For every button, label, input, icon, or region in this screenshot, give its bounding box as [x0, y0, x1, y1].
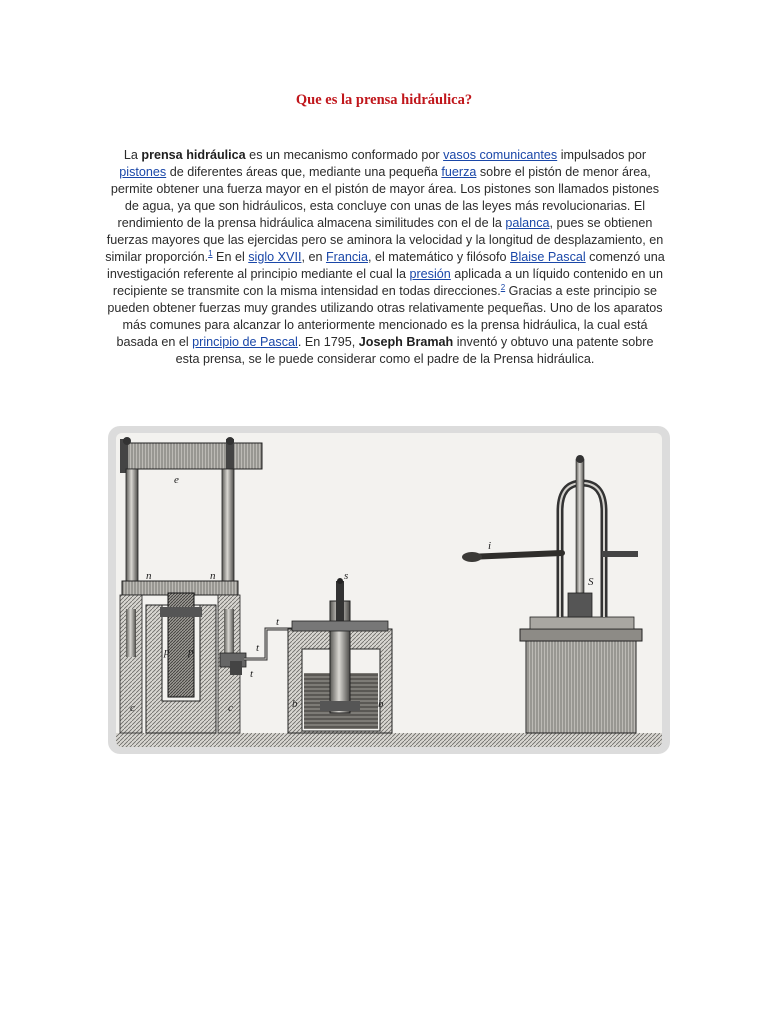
- link-principio-de-pascal[interactable]: principio de Pascal: [192, 335, 298, 349]
- figure-label-n: n: [146, 570, 152, 582]
- bold-term-prensa-hidraulica: prensa hidráulica: [141, 148, 246, 162]
- ground-hatching: [116, 733, 662, 747]
- figure-label-n: n: [210, 570, 216, 582]
- hydraulic-press-engraving: [116, 433, 662, 747]
- page-title: Que es la prensa hidráulica?: [295, 92, 473, 108]
- link-blaise-pascal[interactable]: Blaise Pascal: [510, 250, 586, 264]
- link-francia[interactable]: Francia: [325, 250, 368, 264]
- text-run: , en: [301, 250, 326, 264]
- text-run: de diferentes áreas que, mediante una pequeña: [166, 165, 442, 179]
- pump-reservoir: [288, 578, 392, 733]
- text-run: , pues se obtienen fuerzas mayores que las ejercidas pero se aminora la velocidad y la longitud de desplazamiento, en similar proporción.: [105, 216, 664, 264]
- text-run: impulsados por: [557, 148, 647, 162]
- link-fuerza[interactable]: fuerza: [441, 165, 477, 179]
- figure-frame: [108, 426, 670, 754]
- bold-term-joseph-bramah: Joseph Bramah: [358, 335, 454, 349]
- figure-label-t: t: [276, 616, 280, 628]
- link-vasos-comunicantes[interactable]: vasos comunicantes: [443, 148, 558, 162]
- figure-label-t: t: [256, 642, 260, 654]
- figure-label-t: t: [250, 668, 254, 680]
- figure-label-c: c: [228, 702, 233, 714]
- text-run: , el matemático y filósofo: [367, 250, 511, 264]
- figure-label-b: b: [292, 698, 298, 710]
- press-external-view: [462, 455, 642, 733]
- link-presion[interactable]: presión: [409, 267, 451, 281]
- figure-label-e: e: [174, 474, 179, 486]
- text-run: inventó y obtuvo una patente sobre esta prensa, se le puede considerar como el padre de la Prensa hidráulica.: [175, 335, 654, 366]
- text-run: aplicada a un líquido contenido en un recipiente se transmite con la misma intensidad en todas direcciones.: [112, 267, 663, 298]
- text-run: . En 1795,: [297, 335, 359, 349]
- reference-link-1[interactable]: 1: [208, 248, 213, 258]
- text-run: La: [123, 148, 142, 162]
- large-press: [120, 437, 262, 733]
- link-palanca[interactable]: palanca: [505, 216, 550, 230]
- reference-link-2[interactable]: 2: [500, 282, 506, 292]
- connecting-pipe: [244, 629, 292, 659]
- text-run: En el: [212, 250, 249, 264]
- figure-label-c: c: [130, 702, 135, 714]
- figure-label-b: b: [378, 698, 384, 710]
- figure-label-i: i: [488, 540, 492, 552]
- link-pistones[interactable]: pistones: [119, 165, 167, 179]
- link-siglo-xvii[interactable]: siglo XVII: [248, 250, 302, 264]
- figure-label-p: p: [188, 646, 194, 658]
- hydraulic-press-illustration: [116, 433, 662, 747]
- text-run: sobre el pistón de menor área, permite obtener una fuerza mayor en el pistón de mayor área. Los pistones son llamados pistones de agua, ya que son hidráulicos, esta concluye con unas de las leyes más revolucionarias. El rendimiento de la prensa hidráulica almacena similitudes con el de la: [110, 165, 660, 230]
- text-run: comenzó una investigación referente al principio mediante el cual la: [107, 250, 665, 281]
- figure-label-s-upper: S: [588, 576, 594, 588]
- text-run: Gracias a este principio se pueden obtener fuerzas muy grandes utilizando otras relativamente pequeñas. Uno de los aparatos más comunes para alcanzar lo anteriormente mencionado es la prensa hidráulica, la cual está basada en el: [107, 284, 663, 349]
- body-paragraph: [104, 147, 666, 368]
- figure-label-s: s: [344, 570, 349, 582]
- figure-label-p: p: [164, 646, 170, 658]
- text-run: es un mecanismo conformado por: [245, 148, 444, 162]
